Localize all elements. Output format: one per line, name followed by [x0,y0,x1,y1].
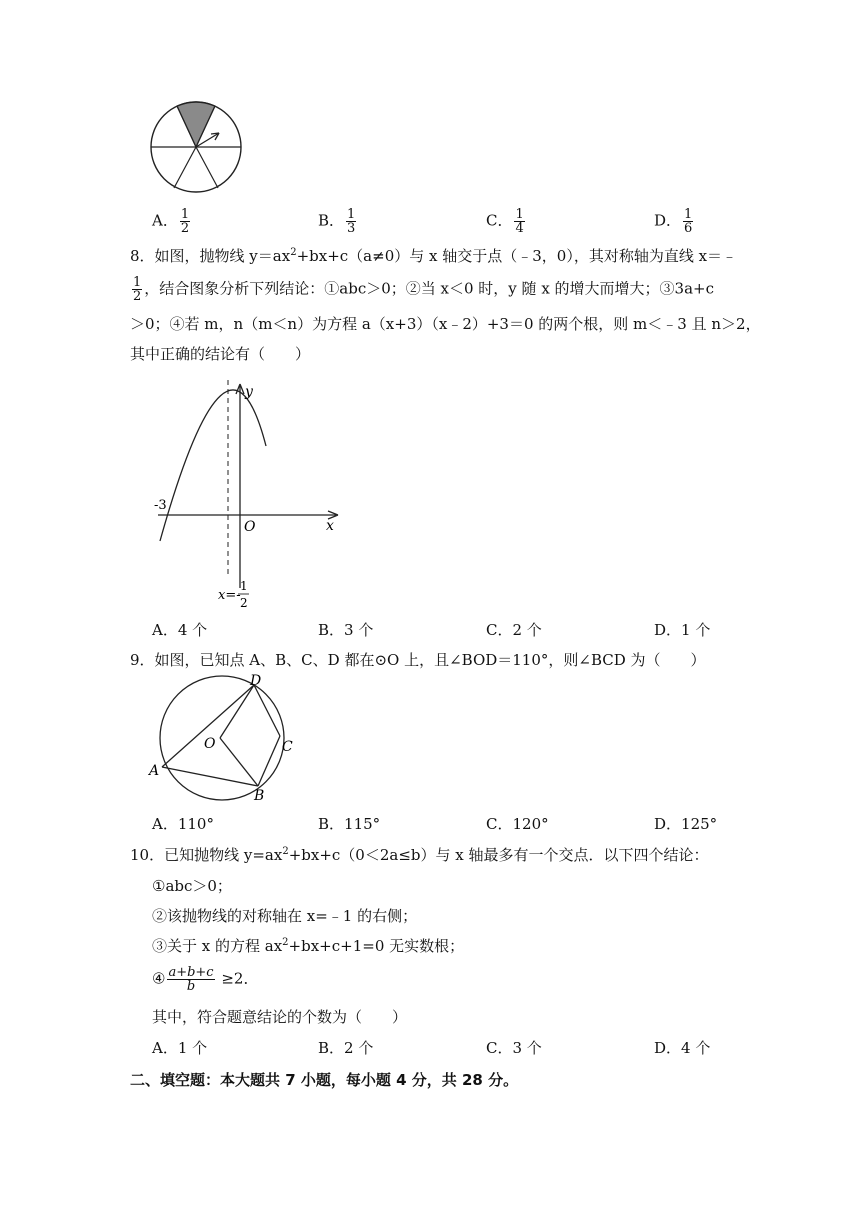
spinner-figure [148,101,244,193]
q10-option-b[interactable]: B．2 个 [318,1039,374,1057]
q8-line-2: $\frac{1}{2}$ ，结合图象分析下列结论：①abc＞0；②当 x＜0 时，y 随 x 的增大而增大；③3a+c [133,275,715,304]
q8-option-d[interactable]: D．1 个 [654,621,711,639]
parabola-graph [148,378,348,610]
q7-option-a[interactable]: A． $\frac{1}{2}$ [152,207,190,236]
q8-line-1: 8．如图，抛物线 $y=ax^2+bx+c(a\ne 0)$与 x 轴交于点（﹣3，0），其对称轴为直线 x＝﹣ [130,247,738,265]
q8-option-a[interactable]: A．4 个 [152,621,208,639]
q7-option-d[interactable]: D． $\frac{1}{6}$ [654,207,693,236]
q9-option-a[interactable]: A．110° [152,815,214,833]
q8-line-4: 其中正确的结论有（ ） [130,345,311,363]
point-a-label: A [149,763,160,779]
q9-option-c[interactable]: C．120° [486,815,549,833]
x-axis-label: x [326,518,334,534]
q10-option-d[interactable]: D．4 个 [654,1039,711,1057]
point-c-label: C [282,739,293,755]
q10-prompt: 其中，符合题意结论的个数为（ ） [152,1008,408,1026]
shaded-sector [177,102,215,147]
point-b-label: B [254,788,265,804]
q9-option-b[interactable]: B．115° [318,815,381,833]
symmetry-label-num: 1 [240,579,248,593]
q10-conclusion-1: ①abc＞0； [152,877,232,895]
origin-label: O [244,519,256,535]
q10-option-a[interactable]: A．1 个 [152,1039,208,1057]
circle-figure [146,674,296,804]
section-heading: 二、填空题：本大题共 7 小题，每小题 4 分，共 28 分。 [130,1071,519,1089]
point-o-label: O [204,736,216,752]
symmetry-label: x=- [218,588,241,603]
q8-option-c[interactable]: C．2 个 [486,621,542,639]
q7-option-c[interactable]: C． $\frac{1}{4}$ [486,207,524,236]
q10-option-c[interactable]: C．3 个 [486,1039,542,1057]
q9-question: 9．如图，已知点 A、B、C、D 都在⊙O 上，且∠BOD＝110°，则∠BCD 为（ ） [130,651,706,669]
q10-line-1: 10．已知抛物线 $y=ax^2+bx+c(0<2a\le b)$与 x 轴最多有一个交点．以下四个结论： [130,846,709,864]
q8-line-3: ＞0；④若 m，n（m＜n）为方程 a（x+3）（x﹣2）+3＝0 的两个根，则 m＜﹣3 且 n＞2， [130,315,761,333]
q10-conclusion-3: ③关于 x 的方程 $ax^2+bx+c+1=0$ 无实数根； [152,937,465,955]
q9-option-d[interactable]: D．125° [654,815,718,833]
point-d-label: D [250,674,262,689]
symmetry-label-den: 2 [240,596,248,610]
q10-conclusion-2: ②该抛物线的对称轴在 x=﹣1 的右侧； [152,907,418,925]
q7-option-b[interactable]: B． $\frac{1}{3}$ [318,207,356,236]
q8-option-b[interactable]: B．3 个 [318,621,374,639]
y-axis-label: y [245,384,253,400]
root-label: -3 [154,498,167,513]
q10-conclusion-4: ④ $\frac{a+b+c}{b}$ ≥2． [152,965,259,994]
